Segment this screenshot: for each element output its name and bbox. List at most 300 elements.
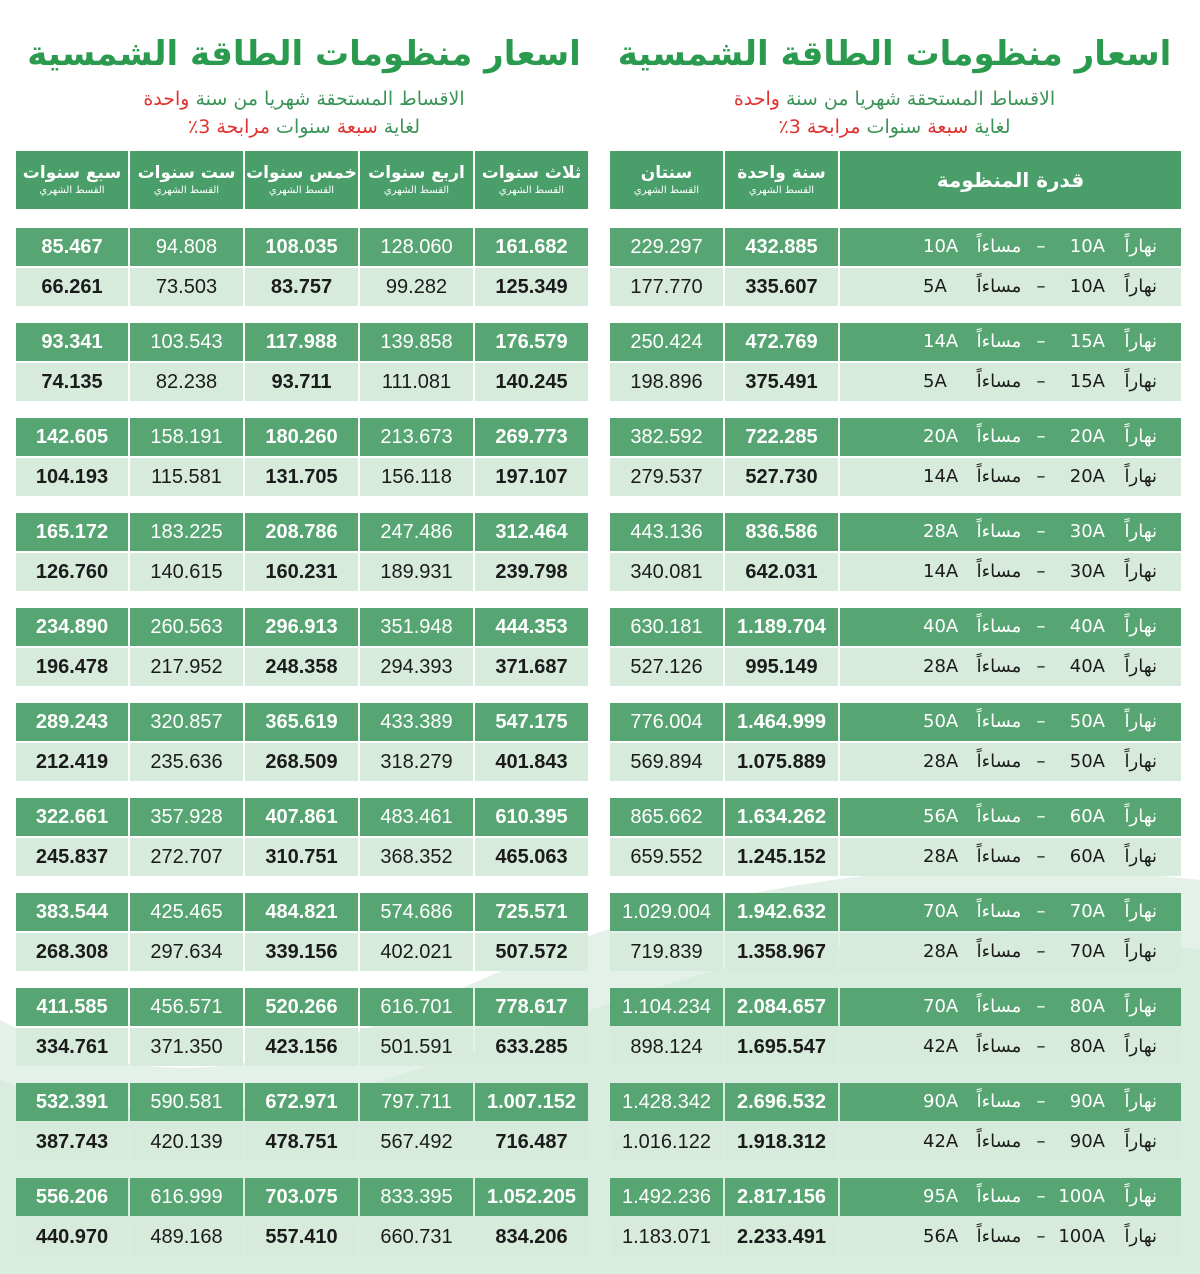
night-amp: 70A — [923, 996, 959, 1017]
separator: – — [1036, 711, 1046, 732]
header-sublabel: القسط الشهري — [39, 185, 105, 196]
price-cell: 402.021 — [360, 933, 473, 971]
price-cell: 420.139 — [130, 1123, 243, 1161]
day-amp: 10A — [1069, 236, 1105, 257]
night-label: مساءاً — [976, 711, 1022, 732]
night-amp: 28A — [923, 941, 959, 962]
separator: – — [1036, 1186, 1046, 1207]
price-cell: 484.821 — [245, 893, 358, 931]
price-cell: 719.839 — [610, 933, 723, 971]
price-cell: 297.634 — [130, 933, 243, 971]
night-label: مساءاً — [976, 521, 1022, 542]
night-amp: 20A — [923, 426, 959, 447]
subtitle-text: سنوات — [860, 116, 928, 138]
price-cell: 339.156 — [245, 933, 358, 971]
subtitle-highlight: واحدة — [733, 88, 780, 110]
night-label: مساءاً — [976, 561, 1022, 582]
day-label: نهاراً — [1124, 1226, 1157, 1247]
price-cell: 104.193 — [16, 458, 128, 496]
header-sublabel: القسط الشهري — [633, 185, 700, 196]
price-cell: 443.136 — [610, 513, 723, 551]
system-capacity-cell — [840, 988, 1181, 1026]
separator: – — [1036, 466, 1046, 487]
night-amp: 42A — [923, 1131, 959, 1152]
price-cell: 115.581 — [130, 458, 243, 496]
price-cell: 716.487 — [475, 1123, 588, 1161]
day-label: نهاراً — [1124, 426, 1157, 447]
price-cell: 610.395 — [475, 798, 588, 836]
price-cell: 269.773 — [475, 418, 588, 456]
subtitle-highlight: مرابحة 3٪ — [778, 116, 861, 138]
price-cell: 340.081 — [610, 553, 723, 591]
price-cell: 140.245 — [475, 363, 588, 401]
separator: – — [1036, 331, 1046, 352]
separator: – — [1036, 426, 1046, 447]
system-capacity-cell — [840, 743, 1181, 781]
price-cell: 630.181 — [610, 608, 723, 646]
subtitle-text: الاقساط المستحقة شهريا من سنة — [189, 88, 465, 110]
header-year4 — [360, 151, 473, 209]
price-cell: 659.552 — [610, 838, 723, 876]
price-cell: 371.350 — [130, 1028, 243, 1066]
night-label: مساءاً — [976, 996, 1022, 1017]
header-label: خمس سنوات — [246, 163, 357, 183]
price-cell: 239.798 — [475, 553, 588, 591]
price-cell: 85.467 — [16, 228, 128, 266]
night-label: مساءاً — [976, 1036, 1022, 1057]
header-sublabel: القسط الشهري — [268, 185, 335, 196]
night-amp: 50A — [923, 711, 959, 732]
separator: – — [1036, 616, 1046, 637]
night-amp: 28A — [923, 846, 959, 867]
price-cell: 74.135 — [16, 363, 128, 401]
price-cell: 247.486 — [360, 513, 473, 551]
day-amp: 60A — [1069, 806, 1105, 827]
price-cell: 778.617 — [475, 988, 588, 1026]
price-cell: 139.858 — [360, 323, 473, 361]
day-label: نهاراً — [1124, 846, 1157, 867]
day-label: نهاراً — [1124, 276, 1157, 297]
night-amp: 28A — [923, 751, 959, 772]
price-cell: 898.124 — [610, 1028, 723, 1066]
price-cell: 213.673 — [360, 418, 473, 456]
separator: – — [1036, 371, 1046, 392]
day-amp: 100A — [1058, 1186, 1105, 1207]
day-amp: 70A — [1069, 901, 1105, 922]
day-amp: 80A — [1069, 996, 1105, 1017]
price-cell: 567.492 — [360, 1123, 473, 1161]
price-cell: 197.107 — [475, 458, 588, 496]
night-amp: 28A — [923, 656, 959, 677]
price-cell: 268.509 — [245, 743, 358, 781]
header-label: ست سنوات — [137, 163, 236, 183]
price-cell: 125.349 — [475, 268, 588, 306]
price-cell: 833.395 — [360, 1178, 473, 1216]
night-amp: 42A — [923, 1036, 959, 1057]
price-cell: 2.233.491 — [725, 1218, 838, 1256]
system-capacity-cell — [840, 1218, 1181, 1256]
subtitle-text: لغاية — [377, 116, 421, 138]
price-cell: 93.341 — [16, 323, 128, 361]
price-cell: 865.662 — [610, 798, 723, 836]
price-cell: 375.491 — [725, 363, 838, 401]
night-amp: 40A — [923, 616, 959, 637]
night-amp: 70A — [923, 901, 959, 922]
price-cell: 1.492.236 — [610, 1178, 723, 1216]
system-capacity-cell — [840, 363, 1181, 401]
price-cell: 1.428.342 — [610, 1083, 723, 1121]
price-cell: 296.913 — [245, 608, 358, 646]
price-cell: 633.285 — [475, 1028, 588, 1066]
day-amp: 50A — [1069, 751, 1105, 772]
price-cell: 365.619 — [245, 703, 358, 741]
price-cell: 351.948 — [360, 608, 473, 646]
day-amp: 50A — [1069, 711, 1105, 732]
separator: – — [1036, 901, 1046, 922]
subtitle-line2 — [608, 116, 1181, 138]
price-cell: 527.126 — [610, 648, 723, 686]
price-cell: 1.464.999 — [725, 703, 838, 741]
price-cell: 425.465 — [130, 893, 243, 931]
price-cell: 111.081 — [360, 363, 473, 401]
day-label: نهاراً — [1124, 1131, 1157, 1152]
page-title: اسعار منظومات الطاقة الشمسية — [617, 34, 1172, 74]
price-cell: 165.172 — [16, 513, 128, 551]
separator: – — [1036, 656, 1046, 677]
price-cell: 483.461 — [360, 798, 473, 836]
price-cell: 248.358 — [245, 648, 358, 686]
price-cell: 556.206 — [16, 1178, 128, 1216]
system-capacity-cell — [840, 418, 1181, 456]
day-label: نهاراً — [1124, 711, 1157, 732]
subtitle-text: الاقساط المستحقة شهريا من سنة — [779, 88, 1056, 110]
price-cell: 382.592 — [610, 418, 723, 456]
price-cell: 501.591 — [360, 1028, 473, 1066]
separator: – — [1036, 561, 1046, 582]
night-label: مساءاً — [976, 236, 1022, 257]
day-label: نهاراً — [1124, 521, 1157, 542]
price-cell: 260.563 — [130, 608, 243, 646]
day-amp: 15A — [1069, 371, 1105, 392]
price-cell: 335.607 — [725, 268, 838, 306]
price-cell: 131.705 — [245, 458, 358, 496]
system-capacity-cell — [840, 608, 1181, 646]
day-amp: 100A — [1058, 1226, 1105, 1247]
night-amp: 14A — [923, 466, 959, 487]
header-label: سنتان — [640, 163, 693, 183]
price-cell: 234.890 — [16, 608, 128, 646]
price-cell: 547.175 — [475, 703, 588, 741]
header-label: قدرة المنظومة — [936, 168, 1085, 192]
day-label: نهاراً — [1124, 941, 1157, 962]
price-cell: 140.615 — [130, 553, 243, 591]
day-amp: 30A — [1069, 561, 1105, 582]
separator: – — [1036, 941, 1046, 962]
day-label: نهاراً — [1124, 1091, 1157, 1112]
price-cell: 1.183.071 — [610, 1218, 723, 1256]
subtitle-highlight: سبعة — [927, 116, 969, 138]
system-capacity-cell — [840, 1178, 1181, 1216]
night-amp: 90A — [923, 1091, 959, 1112]
price-cell: 82.238 — [130, 363, 243, 401]
price-cell: 272.707 — [130, 838, 243, 876]
left-panel — [14, 0, 594, 1274]
day-label: نهاراً — [1124, 751, 1157, 772]
night-amp: 10A — [923, 236, 959, 257]
day-label: نهاراً — [1124, 1036, 1157, 1057]
separator: – — [1036, 1036, 1046, 1057]
price-cell: 472.769 — [725, 323, 838, 361]
price-cell: 294.393 — [360, 648, 473, 686]
day-label: نهاراً — [1124, 806, 1157, 827]
price-cell: 834.206 — [475, 1218, 588, 1256]
price-cell: 198.896 — [610, 363, 723, 401]
day-label: نهاراً — [1124, 616, 1157, 637]
separator: – — [1036, 1131, 1046, 1152]
day-amp: 15A — [1069, 331, 1105, 352]
system-capacity-cell — [840, 228, 1181, 266]
header-system — [840, 151, 1181, 209]
price-cell: 456.571 — [130, 988, 243, 1026]
day-label: نهاراً — [1124, 466, 1157, 487]
day-label: نهاراً — [1124, 331, 1157, 352]
price-cell: 1.634.262 — [725, 798, 838, 836]
price-cell: 318.279 — [360, 743, 473, 781]
subtitle-highlight: واحدة — [143, 88, 190, 110]
price-cell: 411.585 — [16, 988, 128, 1026]
night-label: مساءاً — [976, 616, 1022, 637]
price-cell: 1.016.122 — [610, 1123, 723, 1161]
price-cell: 1.104.234 — [610, 988, 723, 1026]
price-cell: 371.687 — [475, 648, 588, 686]
price-cell: 235.636 — [130, 743, 243, 781]
price-cell: 217.952 — [130, 648, 243, 686]
price-cell: 208.786 — [245, 513, 358, 551]
price-cell: 433.389 — [360, 703, 473, 741]
price-cell: 407.861 — [245, 798, 358, 836]
price-cell: 357.928 — [130, 798, 243, 836]
price-cell: 423.156 — [245, 1028, 358, 1066]
day-label: نهاراً — [1124, 371, 1157, 392]
header-year3 — [475, 151, 588, 209]
header-year5 — [245, 151, 358, 209]
right-panel — [608, 0, 1181, 1274]
price-cell: 142.605 — [16, 418, 128, 456]
price-cell: 1.029.004 — [610, 893, 723, 931]
price-cell: 103.543 — [130, 323, 243, 361]
price-cell: 642.031 — [725, 553, 838, 591]
price-cell: 1.918.312 — [725, 1123, 838, 1161]
night-label: مساءاً — [976, 1186, 1022, 1207]
separator: – — [1036, 996, 1046, 1017]
price-cell: 836.586 — [725, 513, 838, 551]
header-year1 — [725, 151, 838, 209]
price-cell: 569.894 — [610, 743, 723, 781]
day-label: نهاراً — [1124, 561, 1157, 582]
night-label: مساءاً — [976, 1131, 1022, 1152]
separator: – — [1036, 1091, 1046, 1112]
price-cell: 161.682 — [475, 228, 588, 266]
system-capacity-cell — [840, 513, 1181, 551]
night-amp: 56A — [923, 1226, 959, 1247]
header-sublabel: القسط الشهري — [498, 185, 565, 196]
price-cell: 250.424 — [610, 323, 723, 361]
price-cell: 1.052.205 — [475, 1178, 588, 1216]
separator: – — [1036, 751, 1046, 772]
header-label: اربع سنوات — [368, 163, 465, 183]
night-amp: 28A — [923, 521, 959, 542]
header-label: ثلاث سنوات — [481, 163, 582, 183]
price-cell: 117.988 — [245, 323, 358, 361]
price-cell: 156.118 — [360, 458, 473, 496]
price-cell: 2.696.532 — [725, 1083, 838, 1121]
day-amp: 40A — [1069, 656, 1105, 677]
price-cell: 557.410 — [245, 1218, 358, 1256]
page-title: اسعار منظومات الطاقة الشمسية — [27, 34, 581, 74]
price-cell: 94.808 — [130, 228, 243, 266]
night-amp: 5A — [923, 371, 947, 392]
price-cell: 160.231 — [245, 553, 358, 591]
system-capacity-cell — [840, 798, 1181, 836]
day-amp: 90A — [1069, 1131, 1105, 1152]
header-year7 — [16, 151, 128, 209]
day-amp: 20A — [1069, 426, 1105, 447]
night-label: مساءاً — [976, 426, 1022, 447]
price-cell: 229.297 — [610, 228, 723, 266]
price-cell: 245.837 — [16, 838, 128, 876]
system-capacity-cell — [840, 323, 1181, 361]
system-capacity-cell — [840, 1123, 1181, 1161]
night-label: مساءاً — [976, 466, 1022, 487]
price-cell: 212.419 — [16, 743, 128, 781]
system-capacity-cell — [840, 933, 1181, 971]
subtitle-line2 — [14, 116, 594, 138]
system-capacity-cell — [840, 268, 1181, 306]
night-label: مساءاً — [976, 331, 1022, 352]
price-cell: 465.063 — [475, 838, 588, 876]
price-cell: 289.243 — [16, 703, 128, 741]
price-cell: 489.168 — [130, 1218, 243, 1256]
separator: – — [1036, 276, 1046, 297]
price-cell: 1.942.632 — [725, 893, 838, 931]
day-amp: 60A — [1069, 846, 1105, 867]
system-capacity-cell — [840, 893, 1181, 931]
night-amp: 5A — [923, 276, 947, 297]
price-cell: 180.260 — [245, 418, 358, 456]
header-sublabel: القسط الشهري — [748, 185, 815, 196]
separator: – — [1036, 806, 1046, 827]
price-cell: 2.084.657 — [725, 988, 838, 1026]
price-cell: 507.572 — [475, 933, 588, 971]
price-cell: 126.760 — [16, 553, 128, 591]
price-cell: 527.730 — [725, 458, 838, 496]
price-cell: 128.060 — [360, 228, 473, 266]
night-label: مساءاً — [976, 1226, 1022, 1247]
header-sublabel: القسط الشهري — [383, 185, 450, 196]
price-cell: 590.581 — [130, 1083, 243, 1121]
night-label: مساءاً — [976, 846, 1022, 867]
subtitle-line1 — [608, 88, 1181, 110]
day-amp: 40A — [1069, 616, 1105, 637]
price-cell: 995.149 — [725, 648, 838, 686]
price-cell: 672.971 — [245, 1083, 358, 1121]
price-cell: 268.308 — [16, 933, 128, 971]
separator: – — [1036, 521, 1046, 542]
price-cell: 183.225 — [130, 513, 243, 551]
price-cell: 616.999 — [130, 1178, 243, 1216]
price-cell: 1.007.152 — [475, 1083, 588, 1121]
price-cell: 310.751 — [245, 838, 358, 876]
night-amp: 14A — [923, 561, 959, 582]
subtitle-highlight: سبعة — [336, 116, 378, 138]
day-label: نهاراً — [1124, 656, 1157, 677]
day-label: نهاراً — [1124, 236, 1157, 257]
price-cell: 532.391 — [16, 1083, 128, 1121]
price-cell: 401.843 — [475, 743, 588, 781]
price-cell: 797.711 — [360, 1083, 473, 1121]
night-label: مساءاً — [976, 806, 1022, 827]
price-cell: 176.579 — [475, 323, 588, 361]
system-capacity-cell — [840, 703, 1181, 741]
day-amp: 80A — [1069, 1036, 1105, 1057]
price-cell: 322.661 — [16, 798, 128, 836]
price-cell: 334.761 — [16, 1028, 128, 1066]
night-label: مساءاً — [976, 371, 1022, 392]
price-cell: 279.537 — [610, 458, 723, 496]
separator: – — [1036, 846, 1046, 867]
day-amp: 20A — [1069, 466, 1105, 487]
subtitle-text: سنوات — [270, 116, 337, 138]
system-capacity-cell — [840, 1028, 1181, 1066]
price-cell: 66.261 — [16, 268, 128, 306]
night-label: مساءاً — [976, 656, 1022, 677]
day-amp: 90A — [1069, 1091, 1105, 1112]
price-cell: 1.189.704 — [725, 608, 838, 646]
day-label: نهاراً — [1124, 996, 1157, 1017]
day-amp: 70A — [1069, 941, 1105, 962]
price-cell: 432.885 — [725, 228, 838, 266]
system-capacity-cell — [840, 553, 1181, 591]
system-capacity-cell — [840, 648, 1181, 686]
subtitle-line1 — [14, 88, 594, 110]
night-amp: 95A — [923, 1186, 959, 1207]
night-label: مساءاً — [976, 1091, 1022, 1112]
price-cell: 1.358.967 — [725, 933, 838, 971]
subtitle-text: لغاية — [968, 116, 1011, 138]
price-cell: 440.970 — [16, 1218, 128, 1256]
price-cell: 616.701 — [360, 988, 473, 1026]
price-cell: 1.245.152 — [725, 838, 838, 876]
night-label: مساءاً — [976, 941, 1022, 962]
price-cell: 83.757 — [245, 268, 358, 306]
price-cell: 387.743 — [16, 1123, 128, 1161]
day-amp: 30A — [1069, 521, 1105, 542]
system-capacity-cell — [840, 458, 1181, 496]
price-cell: 703.075 — [245, 1178, 358, 1216]
price-cell: 722.285 — [725, 418, 838, 456]
price-cell: 660.731 — [360, 1218, 473, 1256]
night-amp: 56A — [923, 806, 959, 827]
night-label: مساءاً — [976, 901, 1022, 922]
price-cell: 196.478 — [16, 648, 128, 686]
system-capacity-cell — [840, 1083, 1181, 1121]
header-label: سبع سنوات — [22, 163, 122, 183]
price-cell: 312.464 — [475, 513, 588, 551]
price-cell: 73.503 — [130, 268, 243, 306]
price-cell: 189.931 — [360, 553, 473, 591]
price-cell: 1.075.889 — [725, 743, 838, 781]
system-capacity-cell — [840, 838, 1181, 876]
